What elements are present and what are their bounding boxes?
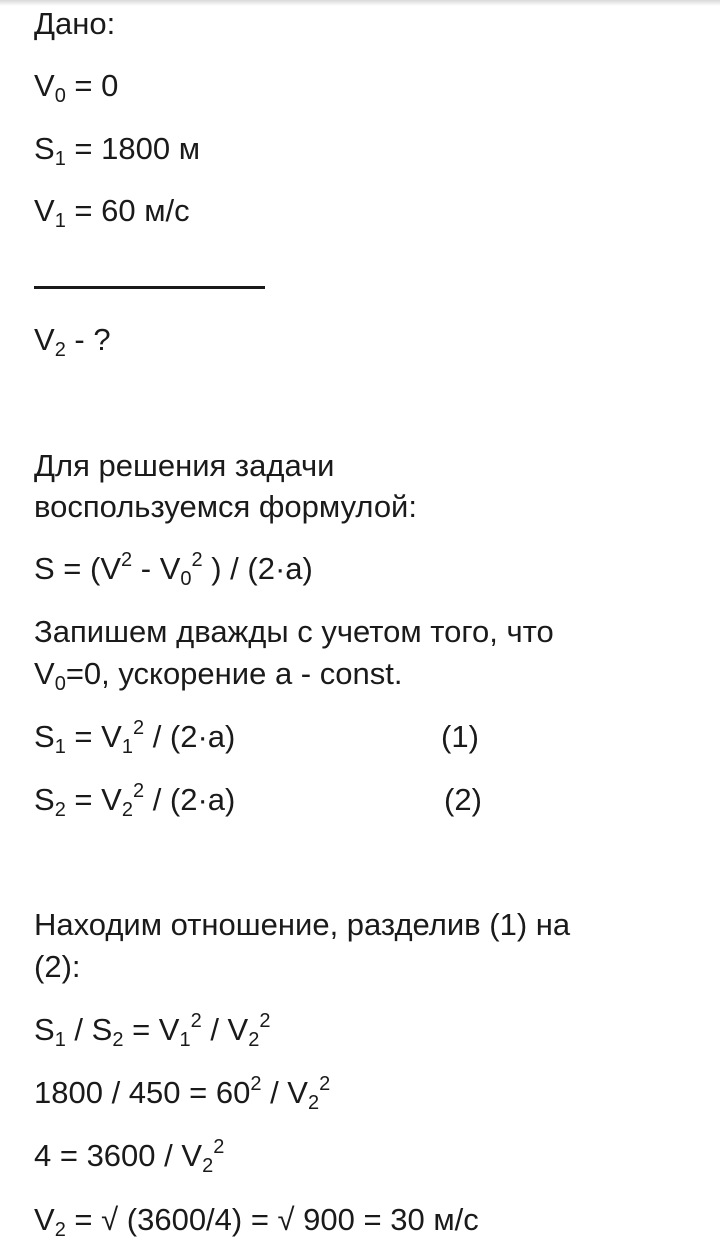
given-s1: $S_1 = 1800$ м [34,131,201,170]
step-answer: $V_2$ = √ (3600/4) = √ 900 = 30 м/с [34,1202,479,1241]
equation-2: $S_2 = V_2^2 / (2\cdot a)$ [34,780,236,821]
step-ratio: $S_1 / S_2 = V_1^2 / V_2^2$ [34,1010,271,1051]
equation-2-tag: (2) [444,782,482,817]
note-line-1: Запишем дважды с учетом того, что [34,614,554,649]
equation-1: $S_1 = V_1^2 / (2\cdot a)$ [34,717,236,758]
intro-line-2: воспользуемся формулой: [34,489,417,524]
given-v0: $V_0 = 0$ [34,68,119,107]
find-unknown: $V_2$ - ? [34,322,111,361]
given-v1: $V_1 = 60$ м/с [34,193,190,232]
step-simplify: $4 = 3600 / V_2^2$ [34,1136,225,1177]
ratio-line-2: (2): [34,949,81,984]
step-substitute: $1800 / 450 = 60^2 / V_2^2$ [34,1073,331,1114]
given-divider [34,286,265,289]
ratio-line-1: Находим отношение, разделив (1) на [34,907,571,942]
equation-1-tag: (1) [441,719,479,754]
given-heading: Дано: [34,6,116,41]
intro-line-1: Для решения задачи [34,448,335,483]
general-formula: $S = (V^2 - V_0^2$ ) / (2·a) [34,549,313,590]
note-line-2: $V_0=0$, ускорение a - const. [34,656,403,695]
